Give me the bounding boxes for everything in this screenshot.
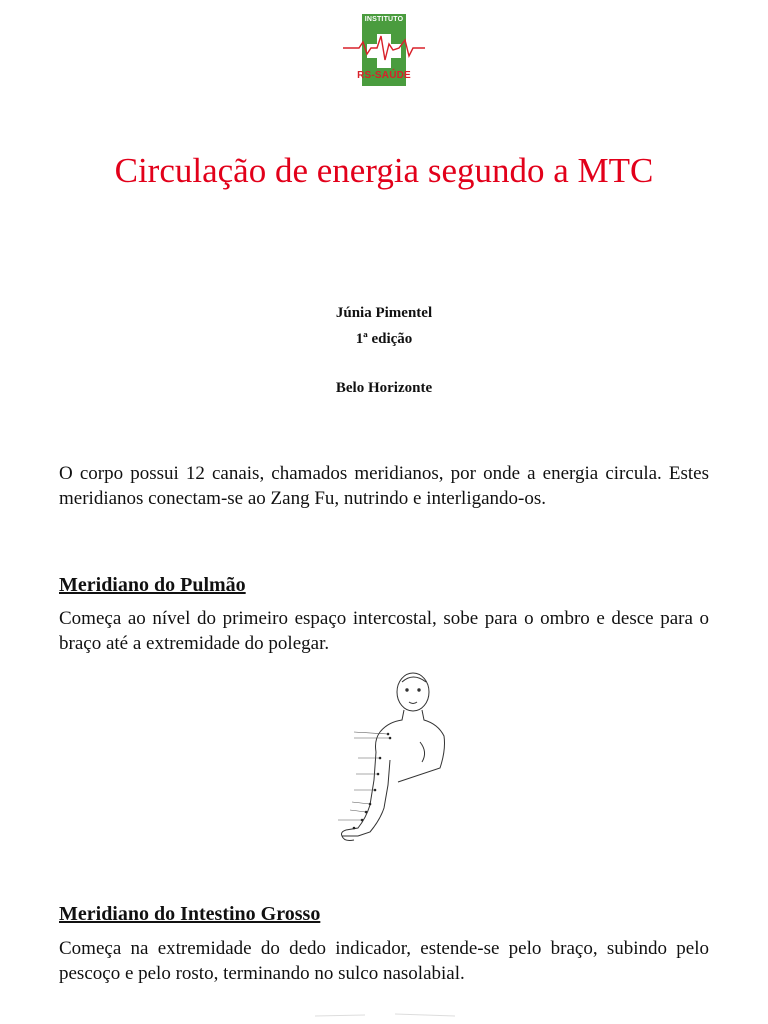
logo-bottom-text: RS-SAÚDE <box>357 70 411 81</box>
institute-logo <box>343 14 425 88</box>
city-label: Belo Horizonte <box>335 380 433 396</box>
partial-figure-trace <box>305 1010 505 1020</box>
author-name: Júnia Pimentel <box>335 305 433 321</box>
section-heading-intestino-grosso: Meridiano do Intestino Grosso <box>59 903 321 925</box>
intro-paragraph: O corpo possui 12 canais, chamados meridianos, por onde a energia circula. Estes meridianos conectam-se ao Zang Fu, nutrindo e interligando-os. <box>59 463 709 509</box>
section-heading-pulmao: Meridiano do Pulmão <box>59 574 246 596</box>
page-title: Circulação de energia segundo a MTC <box>114 151 654 190</box>
section-text-intestino-grosso: Começa na extremidade do dedo indicador, estende-se pelo braço, subindo pelo pescoço e pelo rosto, terminando no sulco nasolabial. <box>59 938 709 984</box>
lung-meridian-arm-illustration <box>318 670 458 850</box>
edition-label: 1ª edição <box>355 331 413 347</box>
logo-top-text: INSTITUTO <box>364 16 404 23</box>
section-text-pulmao: Começa ao nível do primeiro espaço intercostal, sobe para o ombro e desce para o braço até a extremidade do polegar. <box>59 608 709 654</box>
